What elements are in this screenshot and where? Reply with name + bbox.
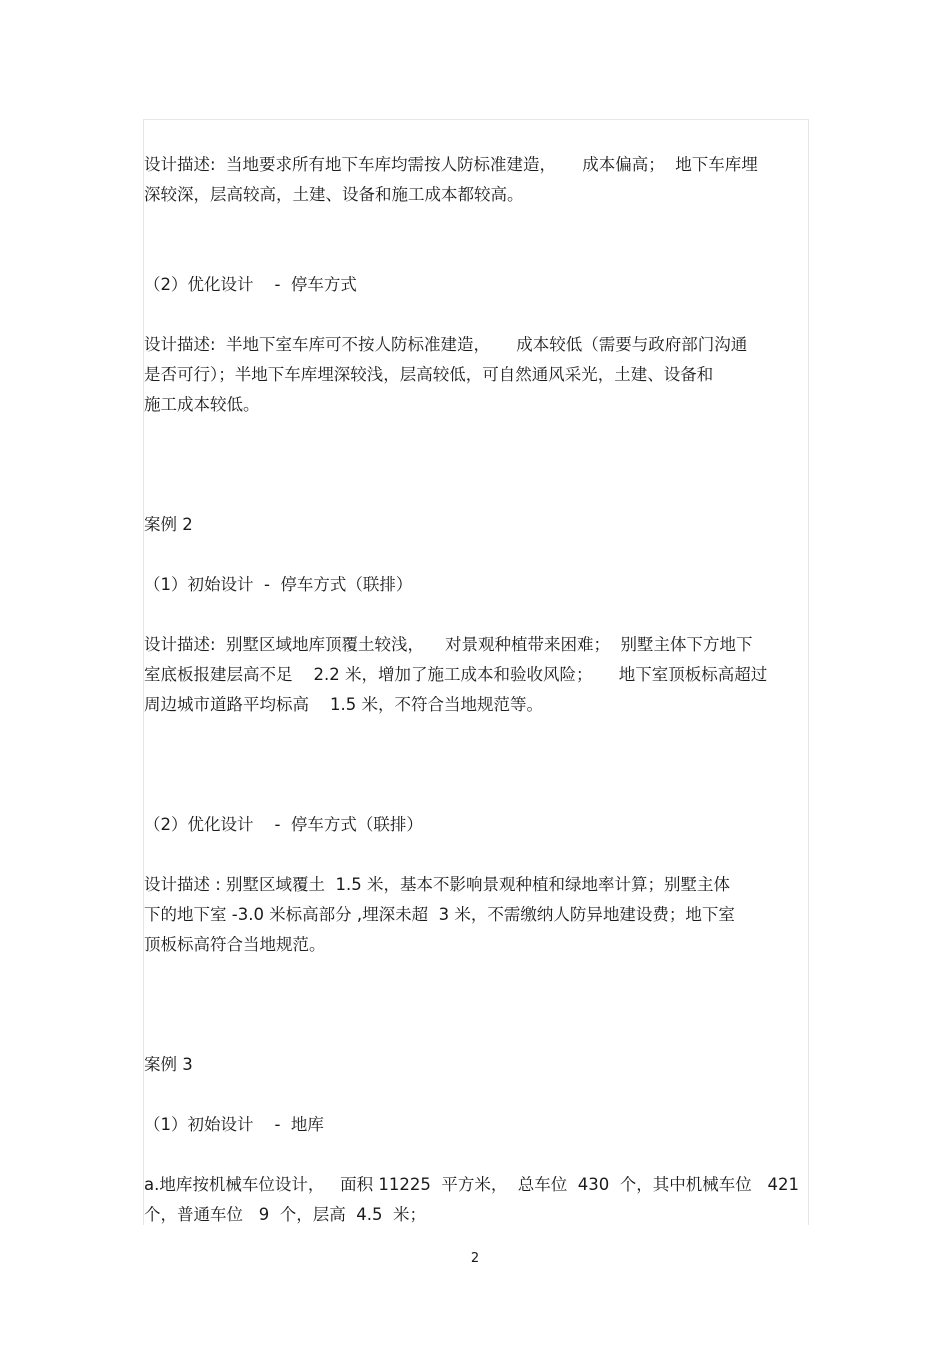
paragraph-line: 室底板报建层高不足 2.2 米，增加了施工成本和验收风险； 地下室顶板标高超过 — [144, 665, 768, 684]
page-number: 2 — [470, 1251, 480, 1266]
paragraph-line: 周边城市道路平均标高 1.5 米，不符合当地规范等。 — [144, 695, 543, 714]
paragraph-line: 顶板标高符合当地规范。 — [144, 935, 326, 954]
section-heading: （2）优化设计 - 停车方式（联排） — [144, 815, 423, 834]
paragraph-line: 下的地下室 -3.0 米标高部分 ,埋深未超 3 米，不需缴纳人防异地建设费；地下室 — [144, 905, 735, 924]
paragraph-line: 施工成本较低。 — [144, 395, 260, 414]
paragraph-line: 个，普通车位 9 个，层高 4.5 米； — [144, 1205, 426, 1224]
paragraph-line: 设计描述: 当地要求所有地下车库均需按人防标准建造， 成本偏高； 地下车库埋 — [144, 155, 758, 174]
section-heading: （2）优化设计 - 停车方式 — [144, 275, 357, 294]
paragraph-line: 是否可行）；半地下车库埋深较浅，层高较低，可自然通风采光，土建、设备和 — [144, 365, 714, 384]
section-heading: （1）初始设计 - 地库 — [144, 1115, 324, 1134]
case-heading: 案例 3 — [144, 1055, 193, 1074]
section-heading: （1）初始设计 - 停车方式（联排） — [144, 575, 413, 594]
case-heading: 案例 2 — [144, 515, 193, 534]
paragraph-line: 设计描述: 半地下室车库可不按人防标准建造， 成本较低（需要与政府部门沟通 — [144, 335, 748, 354]
paragraph-line: 深较深，层高较高，土建、设备和施工成本都较高。 — [144, 185, 524, 204]
paragraph-line: 设计描述 : 别墅区域覆土 1.5 米，基本不影响景观种植和绿地率计算；别墅主体 — [144, 875, 731, 894]
paragraph-line: 设计描述: 别墅区域地库顶覆土较浅， 对景观种植带来困难； 别墅主体下方地下 — [144, 635, 753, 654]
paragraph-line: a.地库按机械车位设计， 面积 11225 平方米， 总车位 430 个，其中机械车位 421 — [144, 1175, 800, 1194]
